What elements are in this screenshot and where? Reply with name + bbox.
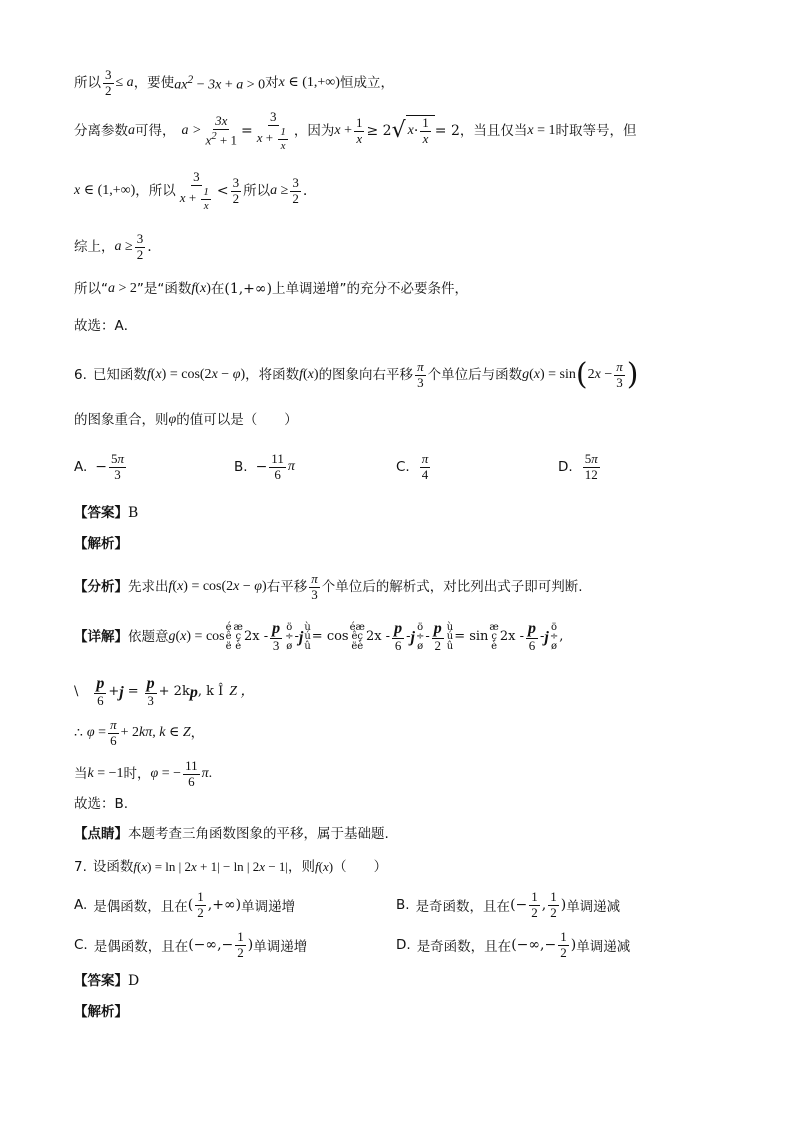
- fraction: $\frac{1}{2}$: [560, 929, 567, 960]
- fraction: 3 x + $\frac{1}{x}$: [256, 109, 286, 152]
- detail-line-4: 当 k = −1 时， φ = − $\frac{11}{6}$ π.: [74, 758, 213, 789]
- q7-option-d[interactable]: D. 是奇函数，且在 (−∞,− $\frac{1}{2}$ ) 单调递减: [396, 929, 631, 960]
- q7-option-a[interactable]: A. 是偶函数，且在 ( $\frac{1}{2}$ ,+∞) 单调递增: [74, 889, 296, 920]
- q7-option-c[interactable]: C. 是偶函数，且在 (−∞,− $\frac{1}{2}$ ) 单调递增: [74, 929, 308, 960]
- solution-line-4: 综上， a ≥ $\frac{3}{2}$ .: [74, 231, 152, 262]
- fraction: $\frac{3}{2}$: [232, 174, 240, 206]
- fraction: $\frac{\pi}{3}$: [417, 359, 424, 390]
- fraction: $\frac{\pi}{6}$: [110, 717, 117, 748]
- analysis-6-heading: 【解析】: [74, 536, 128, 552]
- fraction: $\frac{3}{2}$: [136, 231, 144, 262]
- solution-line-1: 所以 $\frac{3}{2}$ ≤ a ，要使 $ax^2 - 3x + a > 0$ 对 x ∈ (1,+∞) 恒成立，: [74, 67, 394, 98]
- analysis-line: 【分析】 先求出 f(x) = cos(2x − φ) 右平移 $\frac{\pi}{3}$ 个单位后的解析式，对比列出式子即可判断.: [74, 571, 583, 602]
- select-b-line: 故选：B.: [74, 796, 129, 812]
- fraction: $\frac{5\pi}{12}$: [584, 451, 598, 482]
- fraction: $\frac{3}{2}$: [292, 174, 299, 206]
- q6-option-b[interactable]: B. − $\frac{11}{6}$ π: [234, 451, 295, 482]
- question-7-stem: 7. 设函数 f(x) = ln | 2x + 1| − ln | 2x − 1| ，则 f(x) （ ）: [74, 859, 388, 875]
- square-root: √ x · $\frac{1}{x}$: [392, 115, 435, 147]
- answer-6: 【答案】 B: [74, 505, 139, 522]
- fraction: $\frac{1}{x}$: [355, 114, 363, 146]
- solution-line-6: 故选：A．: [74, 318, 138, 334]
- fraction: $\frac{\pi}{4}$: [421, 451, 429, 482]
- solution-line-2: 分离参数 a 可得， a > $\frac{3x}{x^2 + 1}$ = 3 x + $\frac{1}{x}$ ，因为 x + $\frac{1}{x}$ ≥ 2 √ x · $\frac{1}{x}$ = 2 ，当且仅当 x = 1 时取等号，但: [74, 109, 637, 152]
- comment-line: 【点睛】 本题考查三角函数图象的平移，属于基础题.: [74, 826, 389, 842]
- fraction: $\frac{3}{2}$: [105, 67, 112, 98]
- fraction: $\frac{11}{6}$: [185, 758, 198, 789]
- answer-7: 【答案】 D: [74, 973, 140, 990]
- q7-option-b[interactable]: B. 是奇函数，且在 (− $\frac{1}{2}$ , $\frac{1}{2}$ ) 单调递减: [396, 889, 621, 920]
- detail-line: 【详解】 依题意 g(x) = cos é ê ë æ ç è 2x - $\frac{p}{3}$ ö ÷ ø - j ù ú û = cos éæ êç ëè 2x - $\frac{p}{6}$ - j ö ÷ ø - $\frac{p}{2}$ ù ú û = sin æ ç è 2x - $\frac{p}{6}$ - j ö ÷ ø ,: [74, 620, 564, 654]
- fraction: $\frac{1}{2}$: [197, 889, 204, 920]
- fraction: $\frac{\pi}{3}$: [616, 359, 623, 390]
- fraction: 3 x + $\frac{1}{x}$: [179, 169, 209, 212]
- solution-line-3: x ∈ (1,+∞) ，所以 3 x + $\frac{1}{x}$ < $\frac{3}{2}$ 所以 a ≥ $\frac{3}{2}$ .: [74, 169, 308, 212]
- question-6-stem-cont: 的图象重合，则 φ 的值可以是（ ）: [74, 412, 298, 429]
- fraction: $\frac{1}{2}$: [237, 929, 244, 960]
- detail-line-2: \ $\frac{p}{6}$ + j = $\frac{p}{3}$ + 2k p , k Î Z ，: [74, 675, 255, 709]
- fraction: $\frac{11}{6}$: [271, 451, 284, 482]
- fraction: $\frac{5\pi}{3}$: [111, 451, 125, 482]
- analysis-7-heading: 【解析】: [74, 1004, 128, 1020]
- q6-option-d[interactable]: D. $\frac{5\pi}{12}$: [558, 451, 598, 482]
- fraction: $\frac{1}{2}$: [531, 889, 538, 920]
- q6-option-c[interactable]: C. $\frac{\pi}{4}$: [396, 451, 429, 482]
- solution-line-5: 所以“ a > 2 ”是“函数 f(x) 在 (1,+∞) 上单调递增”的充分不必要条件，: [74, 281, 469, 298]
- fraction: $\frac{\pi}{3}$: [311, 571, 318, 602]
- detail-line-3: ∴ φ = $\frac{\pi}{6}$ + 2kπ, k ∈ Z ，: [74, 717, 205, 748]
- fraction: $\frac{3x}{x^2 + 1}$: [205, 113, 237, 148]
- q6-option-a[interactable]: A. − $\frac{5\pi}{3}$: [74, 451, 125, 482]
- fraction: $\frac{1}{2}$: [550, 889, 557, 920]
- question-6-stem: 6. 已知函数 f(x) = cos(2x − φ) ，将函数 f(x) 的图象向右平移 $\frac{\pi}{3}$ 个单位后与函数 g(x) = sin ( 2x − $\frac{\pi}{3}$ ): [74, 357, 639, 393]
